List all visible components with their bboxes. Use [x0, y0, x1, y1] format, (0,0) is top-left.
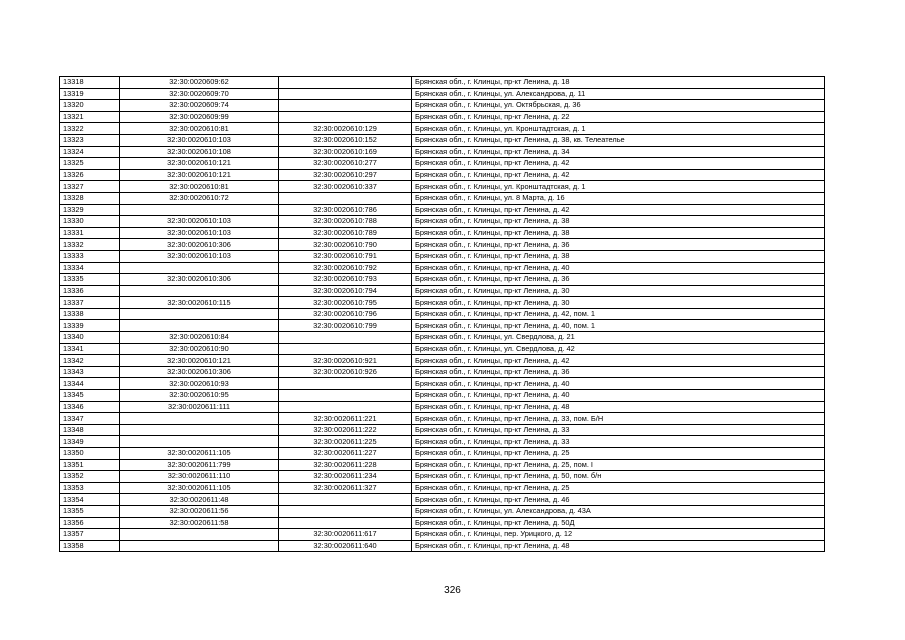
premises-cadastral-number-cell: 32:30:0020610:926 [279, 366, 412, 378]
cadastral-number-cell: 32:30:0020610:121 [120, 158, 279, 170]
table-row [60, 482, 825, 494]
table-row [60, 413, 825, 425]
table-row [60, 123, 825, 135]
row-number-cell: 13358 [60, 540, 120, 552]
premises-cadastral-number-cell [279, 192, 412, 204]
row-number-cell: 13337 [60, 297, 120, 309]
premises-cadastral-number-cell [279, 332, 412, 344]
premises-cadastral-number-cell: 32:30:0020610:791 [279, 250, 412, 262]
cadastral-number-cell [120, 320, 279, 332]
premises-cadastral-number-cell [279, 378, 412, 390]
row-number-cell: 13357 [60, 529, 120, 541]
address-cell: Брянская обл., г. Клинцы, пр-кт Ленина, д. 40 [412, 390, 825, 402]
table-row [60, 134, 825, 146]
page-number: 326 [444, 585, 461, 596]
address-cell: Брянская обл., г. Клинцы, пр-кт Ленина, д. 40, пом. 1 [412, 320, 825, 332]
address-cell: Брянская обл., г. Клинцы, пр-кт Ленина, д. 40 [412, 378, 825, 390]
property-registry-table [59, 76, 825, 552]
table-row [60, 355, 825, 367]
address-cell: Брянская обл., г. Клинцы, пр-кт Ленина, д. 48 [412, 540, 825, 552]
table-row [60, 424, 825, 436]
table-row [60, 100, 825, 112]
table-row [60, 158, 825, 170]
premises-cadastral-number-cell [279, 390, 412, 402]
row-number-cell: 13354 [60, 494, 120, 506]
cadastral-number-cell: 32:30:0020610:306 [120, 274, 279, 286]
cadastral-number-cell: 32:30:0020610:108 [120, 146, 279, 158]
cadastral-number-cell: 32:30:0020611:105 [120, 482, 279, 494]
cadastral-number-cell: 32:30:0020610:306 [120, 366, 279, 378]
premises-cadastral-number-cell: 32:30:0020611:327 [279, 482, 412, 494]
address-cell: Брянская обл., г. Клинцы, ул. Свердлова, д. 21 [412, 332, 825, 344]
address-cell: Брянская обл., г. Клинцы, ул. Александрова, д. 43А [412, 505, 825, 517]
address-cell: Брянская обл., г. Клинцы, пр-кт Ленина, д. 25, пом. I [412, 459, 825, 471]
cadastral-number-cell [120, 413, 279, 425]
premises-cadastral-number-cell: 32:30:0020611:221 [279, 413, 412, 425]
table-row [60, 111, 825, 123]
premises-cadastral-number-cell: 32:30:0020611:225 [279, 436, 412, 448]
table-row [60, 343, 825, 355]
table-row [60, 297, 825, 309]
premises-cadastral-number-cell: 32:30:0020610:799 [279, 320, 412, 332]
table-row [60, 332, 825, 344]
address-cell: Брянская обл., г. Клинцы, пр-кт Ленина, д. 42 [412, 204, 825, 216]
premises-cadastral-number-cell: 32:30:0020611:228 [279, 459, 412, 471]
premises-cadastral-number-cell [279, 505, 412, 517]
row-number-cell: 13326 [60, 169, 120, 181]
row-number-cell: 13343 [60, 366, 120, 378]
table-row [60, 169, 825, 181]
row-number-cell: 13330 [60, 216, 120, 228]
table-row [60, 471, 825, 483]
premises-cadastral-number-cell: 32:30:0020610:793 [279, 274, 412, 286]
cadastral-number-cell [120, 308, 279, 320]
address-cell: Брянская обл., г. Клинцы, ул. 8 Марта, д. 16 [412, 192, 825, 204]
cadastral-number-cell: 32:30:0020611:58 [120, 517, 279, 529]
table-row [60, 494, 825, 506]
table-row [60, 250, 825, 262]
cadastral-number-cell [120, 262, 279, 274]
premises-cadastral-number-cell [279, 494, 412, 506]
address-cell: Брянская обл., г. Клинцы, пр-кт Ленина, д. 18 [412, 77, 825, 89]
table-row [60, 274, 825, 286]
row-number-cell: 13334 [60, 262, 120, 274]
premises-cadastral-number-cell: 32:30:0020610:789 [279, 227, 412, 239]
premises-cadastral-number-cell: 32:30:0020610:794 [279, 285, 412, 297]
registry-table-body [60, 77, 825, 552]
row-number-cell: 13335 [60, 274, 120, 286]
address-cell: Брянская обл., г. Клинцы, ул. Кронштадтская, д. 1 [412, 181, 825, 193]
row-number-cell: 13349 [60, 436, 120, 448]
address-cell: Брянская обл., г. Клинцы, пр-кт Ленина, д. 46 [412, 494, 825, 506]
address-cell: Брянская обл., г. Клинцы, пр-кт Ленина, д. 25 [412, 448, 825, 460]
table-row [60, 192, 825, 204]
row-number-cell: 13355 [60, 505, 120, 517]
address-cell: Брянская обл., г. Клинцы, пр-кт Ленина, д. 33 [412, 424, 825, 436]
cadastral-number-cell: 32:30:0020609:99 [120, 111, 279, 123]
cadastral-number-cell: 32:30:0020611:110 [120, 471, 279, 483]
row-number-cell: 13318 [60, 77, 120, 89]
table-row [60, 308, 825, 320]
address-cell: Брянская обл., г. Клинцы, пр-кт Ленина, д. 42 [412, 355, 825, 367]
address-cell: Брянская обл., г. Клинцы, пр-кт Ленина, д. 36 [412, 239, 825, 251]
address-cell: Брянская обл., г. Клинцы, пр-кт Ленина, д. 42 [412, 169, 825, 181]
cadastral-number-cell [120, 529, 279, 541]
cadastral-number-cell: 32:30:0020610:103 [120, 134, 279, 146]
cadastral-number-cell: 32:30:0020610:72 [120, 192, 279, 204]
cadastral-number-cell: 32:30:0020609:62 [120, 77, 279, 89]
address-cell: Брянская обл., г. Клинцы, пр-кт Ленина, д. 48 [412, 401, 825, 413]
address-cell: Брянская обл., г. Клинцы, пр-кт Ленина, д. 34 [412, 146, 825, 158]
row-number-cell: 13332 [60, 239, 120, 251]
table-row [60, 459, 825, 471]
row-number-cell: 13352 [60, 471, 120, 483]
table-row [60, 436, 825, 448]
premises-cadastral-number-cell: 32:30:0020611:222 [279, 424, 412, 436]
row-number-cell: 13347 [60, 413, 120, 425]
row-number-cell: 13333 [60, 250, 120, 262]
premises-cadastral-number-cell: 32:30:0020611:617 [279, 529, 412, 541]
cadastral-number-cell: 32:30:0020611:48 [120, 494, 279, 506]
premises-cadastral-number-cell: 32:30:0020610:129 [279, 123, 412, 135]
premises-cadastral-number-cell [279, 77, 412, 89]
cadastral-number-cell [120, 424, 279, 436]
premises-cadastral-number-cell: 32:30:0020610:790 [279, 239, 412, 251]
table-row [60, 517, 825, 529]
premises-cadastral-number-cell [279, 111, 412, 123]
row-number-cell: 13341 [60, 343, 120, 355]
cadastral-number-cell: 32:30:0020609:74 [120, 100, 279, 112]
table-row [60, 227, 825, 239]
table-row [60, 505, 825, 517]
address-cell: Брянская обл., г. Клинцы, пр-кт Ленина, д. 30 [412, 297, 825, 309]
address-cell: Брянская обл., г. Клинцы, ул. Александрова, д. 11 [412, 88, 825, 100]
premises-cadastral-number-cell [279, 401, 412, 413]
address-cell: Брянская обл., г. Клинцы, пр-кт Ленина, д. 36 [412, 274, 825, 286]
cadastral-number-cell: 32:30:0020611:111 [120, 401, 279, 413]
address-cell: Брянская обл., г. Клинцы, пр-кт Ленина, д. 42, пом. 1 [412, 308, 825, 320]
table-row [60, 181, 825, 193]
cadastral-number-cell: 32:30:0020610:81 [120, 123, 279, 135]
cadastral-number-cell [120, 204, 279, 216]
premises-cadastral-number-cell: 32:30:0020611:227 [279, 448, 412, 460]
cadastral-number-cell: 32:30:0020611:56 [120, 505, 279, 517]
address-cell: Брянская обл., г. Клинцы, пр-кт Ленина, д. 38 [412, 216, 825, 228]
cadastral-number-cell: 32:30:0020609:70 [120, 88, 279, 100]
cadastral-number-cell: 32:30:0020610:95 [120, 390, 279, 402]
address-cell: Брянская обл., г. Клинцы, пр-кт Ленина, д. 38, кв. Телеателье [412, 134, 825, 146]
cadastral-number-cell [120, 540, 279, 552]
row-number-cell: 13356 [60, 517, 120, 529]
cadastral-number-cell: 32:30:0020610:84 [120, 332, 279, 344]
premises-cadastral-number-cell [279, 343, 412, 355]
premises-cadastral-number-cell: 32:30:0020610:788 [279, 216, 412, 228]
row-number-cell: 13353 [60, 482, 120, 494]
premises-cadastral-number-cell: 32:30:0020610:337 [279, 181, 412, 193]
address-cell: Брянская обл., г. Клинцы, пр-кт Ленина, д. 33 [412, 436, 825, 448]
premises-cadastral-number-cell [279, 88, 412, 100]
cadastral-number-cell: 32:30:0020610:103 [120, 227, 279, 239]
address-cell: Брянская обл., г. Клинцы, ул. Октябрьская, д. 36 [412, 100, 825, 112]
premises-cadastral-number-cell: 32:30:0020610:169 [279, 146, 412, 158]
address-cell: Брянская обл., г. Клинцы, пр-кт Ленина, д. 40 [412, 262, 825, 274]
address-cell: Брянская обл., г. Клинцы, пр-кт Ленина, д. 38 [412, 250, 825, 262]
table-row [60, 262, 825, 274]
table-row [60, 366, 825, 378]
address-cell: Брянская обл., г. Клинцы, пр-кт Ленина, д. 25 [412, 482, 825, 494]
row-number-cell: 13342 [60, 355, 120, 367]
table-row [60, 146, 825, 158]
cadastral-number-cell: 32:30:0020610:81 [120, 181, 279, 193]
address-cell: Брянская обл., г. Клинцы, пр-кт Ленина, д. 50Д [412, 517, 825, 529]
premises-cadastral-number-cell: 32:30:0020610:297 [279, 169, 412, 181]
row-number-cell: 13344 [60, 378, 120, 390]
address-cell: Брянская обл., г. Клинцы, пр-кт Ленина, д. 42 [412, 158, 825, 170]
row-number-cell: 13340 [60, 332, 120, 344]
row-number-cell: 13319 [60, 88, 120, 100]
premises-cadastral-number-cell: 32:30:0020610:152 [279, 134, 412, 146]
cadastral-number-cell: 32:30:0020610:103 [120, 250, 279, 262]
table-row [60, 390, 825, 402]
table-row [60, 239, 825, 251]
table-row [60, 448, 825, 460]
row-number-cell: 13350 [60, 448, 120, 460]
premises-cadastral-number-cell: 32:30:0020611:640 [279, 540, 412, 552]
cadastral-number-cell: 32:30:0020610:306 [120, 239, 279, 251]
row-number-cell: 13323 [60, 134, 120, 146]
row-number-cell: 13336 [60, 285, 120, 297]
row-number-cell: 13324 [60, 146, 120, 158]
address-cell: Брянская обл., г. Клинцы, пр-кт Ленина, д. 22 [412, 111, 825, 123]
table-row [60, 540, 825, 552]
premises-cadastral-number-cell: 32:30:0020610:786 [279, 204, 412, 216]
premises-cadastral-number-cell [279, 100, 412, 112]
row-number-cell: 13346 [60, 401, 120, 413]
cadastral-number-cell: 32:30:0020610:121 [120, 355, 279, 367]
premises-cadastral-number-cell: 32:30:0020610:792 [279, 262, 412, 274]
cadastral-number-cell [120, 285, 279, 297]
cadastral-number-cell: 32:30:0020611:799 [120, 459, 279, 471]
premises-cadastral-number-cell: 32:30:0020610:921 [279, 355, 412, 367]
row-number-cell: 13331 [60, 227, 120, 239]
row-number-cell: 13345 [60, 390, 120, 402]
table-row [60, 378, 825, 390]
row-number-cell: 13329 [60, 204, 120, 216]
row-number-cell: 13351 [60, 459, 120, 471]
table-row [60, 204, 825, 216]
table-row [60, 216, 825, 228]
address-cell: Брянская обл., г. Клинцы, пер. Урицкого, д. 12 [412, 529, 825, 541]
address-cell: Брянская обл., г. Клинцы, ул. Свердлова, д. 42 [412, 343, 825, 355]
premises-cadastral-number-cell: 32:30:0020611:234 [279, 471, 412, 483]
address-cell: Брянская обл., г. Клинцы, ул. Кронштадтская, д. 1 [412, 123, 825, 135]
row-number-cell: 13338 [60, 308, 120, 320]
address-cell: Брянская обл., г. Клинцы, пр-кт Ленина, д. 36 [412, 366, 825, 378]
address-cell: Брянская обл., г. Клинцы, пр-кт Ленина, д. 38 [412, 227, 825, 239]
cadastral-number-cell: 32:30:0020610:90 [120, 343, 279, 355]
row-number-cell: 13321 [60, 111, 120, 123]
table-row [60, 529, 825, 541]
cadastral-number-cell: 32:30:0020610:115 [120, 297, 279, 309]
table-row [60, 77, 825, 89]
address-cell: Брянская обл., г. Клинцы, пр-кт Ленина, д. 50, пом. б/н [412, 471, 825, 483]
cadastral-number-cell [120, 436, 279, 448]
address-cell: Брянская обл., г. Клинцы, пр-кт Ленина, д. 30 [412, 285, 825, 297]
cadastral-number-cell: 32:30:0020610:121 [120, 169, 279, 181]
table-row [60, 285, 825, 297]
row-number-cell: 13327 [60, 181, 120, 193]
row-number-cell: 13348 [60, 424, 120, 436]
cadastral-number-cell: 32:30:0020610:93 [120, 378, 279, 390]
table-row [60, 401, 825, 413]
premises-cadastral-number-cell: 32:30:0020610:796 [279, 308, 412, 320]
premises-cadastral-number-cell [279, 517, 412, 529]
row-number-cell: 13328 [60, 192, 120, 204]
cadastral-number-cell: 32:30:0020610:103 [120, 216, 279, 228]
premises-cadastral-number-cell: 32:30:0020610:277 [279, 158, 412, 170]
row-number-cell: 13325 [60, 158, 120, 170]
address-cell: Брянская обл., г. Клинцы, пр-кт Ленина, д. 33, пом. Б/Н [412, 413, 825, 425]
cadastral-number-cell: 32:30:0020611:105 [120, 448, 279, 460]
row-number-cell: 13339 [60, 320, 120, 332]
row-number-cell: 13322 [60, 123, 120, 135]
table-row [60, 88, 825, 100]
table-row [60, 320, 825, 332]
premises-cadastral-number-cell: 32:30:0020610:795 [279, 297, 412, 309]
row-number-cell: 13320 [60, 100, 120, 112]
